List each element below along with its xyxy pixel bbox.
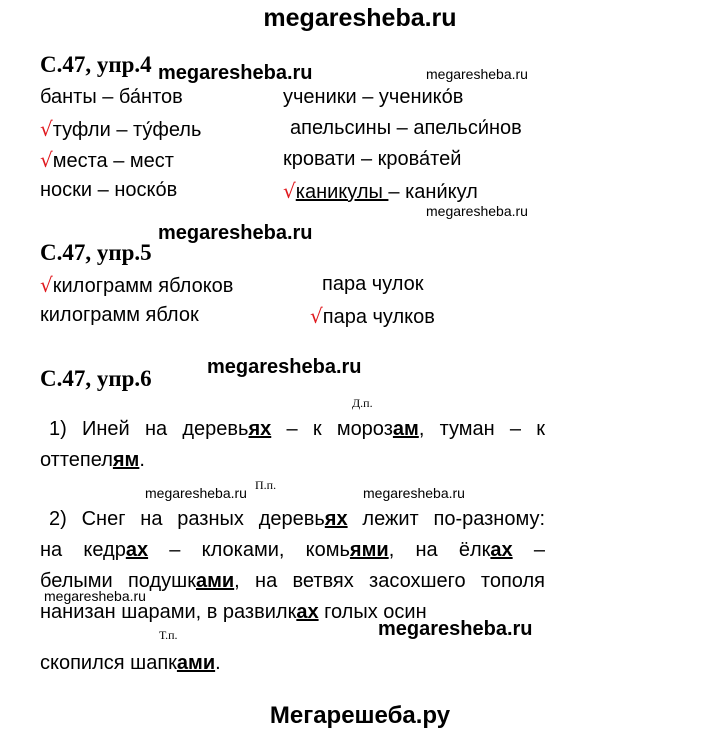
text-line: скопился шапками. (40, 652, 221, 674)
text-line: оттепелям. (40, 449, 145, 471)
text-line: 1) Иней на деревьях – к морозам, туман – к (49, 418, 546, 440)
case-label: Т.п. (159, 628, 178, 642)
check-mark-icon: √ (40, 148, 53, 172)
word-pair: носки – носко́в (40, 179, 178, 201)
watermark: megaresheba.ru (378, 618, 533, 640)
text-line: нанизан шарами, в развилках голых осин (40, 601, 427, 623)
watermark: megaresheba.ru (207, 356, 362, 378)
check-mark-icon: √ (283, 179, 296, 203)
exercise-4-heading: С.47, упр.4 (40, 52, 152, 77)
word-pair: √пара чулков (310, 304, 435, 328)
sentence-1 (40, 414, 545, 476)
sentence-2-end (40, 648, 545, 679)
sentence-2 (40, 504, 545, 628)
word-pair: √места – мест (40, 148, 174, 172)
word-pair: банты – ба́нтов (40, 86, 183, 108)
word-pair: кровати – крова́тей (283, 148, 462, 170)
case-label: Д.п. (352, 396, 373, 410)
exercise-6-heading: С.47, упр.6 (40, 366, 152, 391)
word-pair: килограмм яблок (40, 304, 199, 326)
check-mark-icon: √ (40, 273, 53, 297)
text-line: 2) Снег на разных деревьях лежит по-разному: (49, 508, 545, 530)
word-pair: √туфли – ту́фель (40, 117, 202, 141)
text-line: белыми подушками, на ветвях засохшего тополя (40, 570, 545, 592)
watermark: megaresheba.ru (158, 62, 313, 84)
case-label: П.п. (255, 478, 277, 492)
word-pair: пара чулок (322, 273, 424, 295)
check-mark-icon: √ (40, 117, 53, 141)
text-line: на кедрах – клоками, комьями, на ёлках – (40, 539, 545, 561)
word-pair: ученики – ученико́в (283, 86, 464, 108)
watermark: megaresheba.ru (426, 203, 528, 219)
word-pair: √каникулы – кани́кул (283, 179, 478, 203)
watermark: megaresheba.ru (44, 588, 146, 604)
site-watermark-top: megaresheba.ru (263, 4, 457, 32)
watermark: megaresheba.ru (426, 66, 528, 82)
watermark: megaresheba.ru (145, 485, 247, 501)
check-mark-icon: √ (310, 304, 323, 328)
watermark: megaresheba.ru (363, 485, 465, 501)
word-pair: √килограмм яблоков (40, 273, 234, 297)
watermark: megaresheba.ru (158, 222, 313, 244)
exercise-5-heading: С.47, упр.5 (40, 240, 152, 265)
site-watermark-bottom: Мегарешеба.ру (269, 702, 451, 729)
word-pair: апельсины – апельси́нов (290, 117, 522, 139)
